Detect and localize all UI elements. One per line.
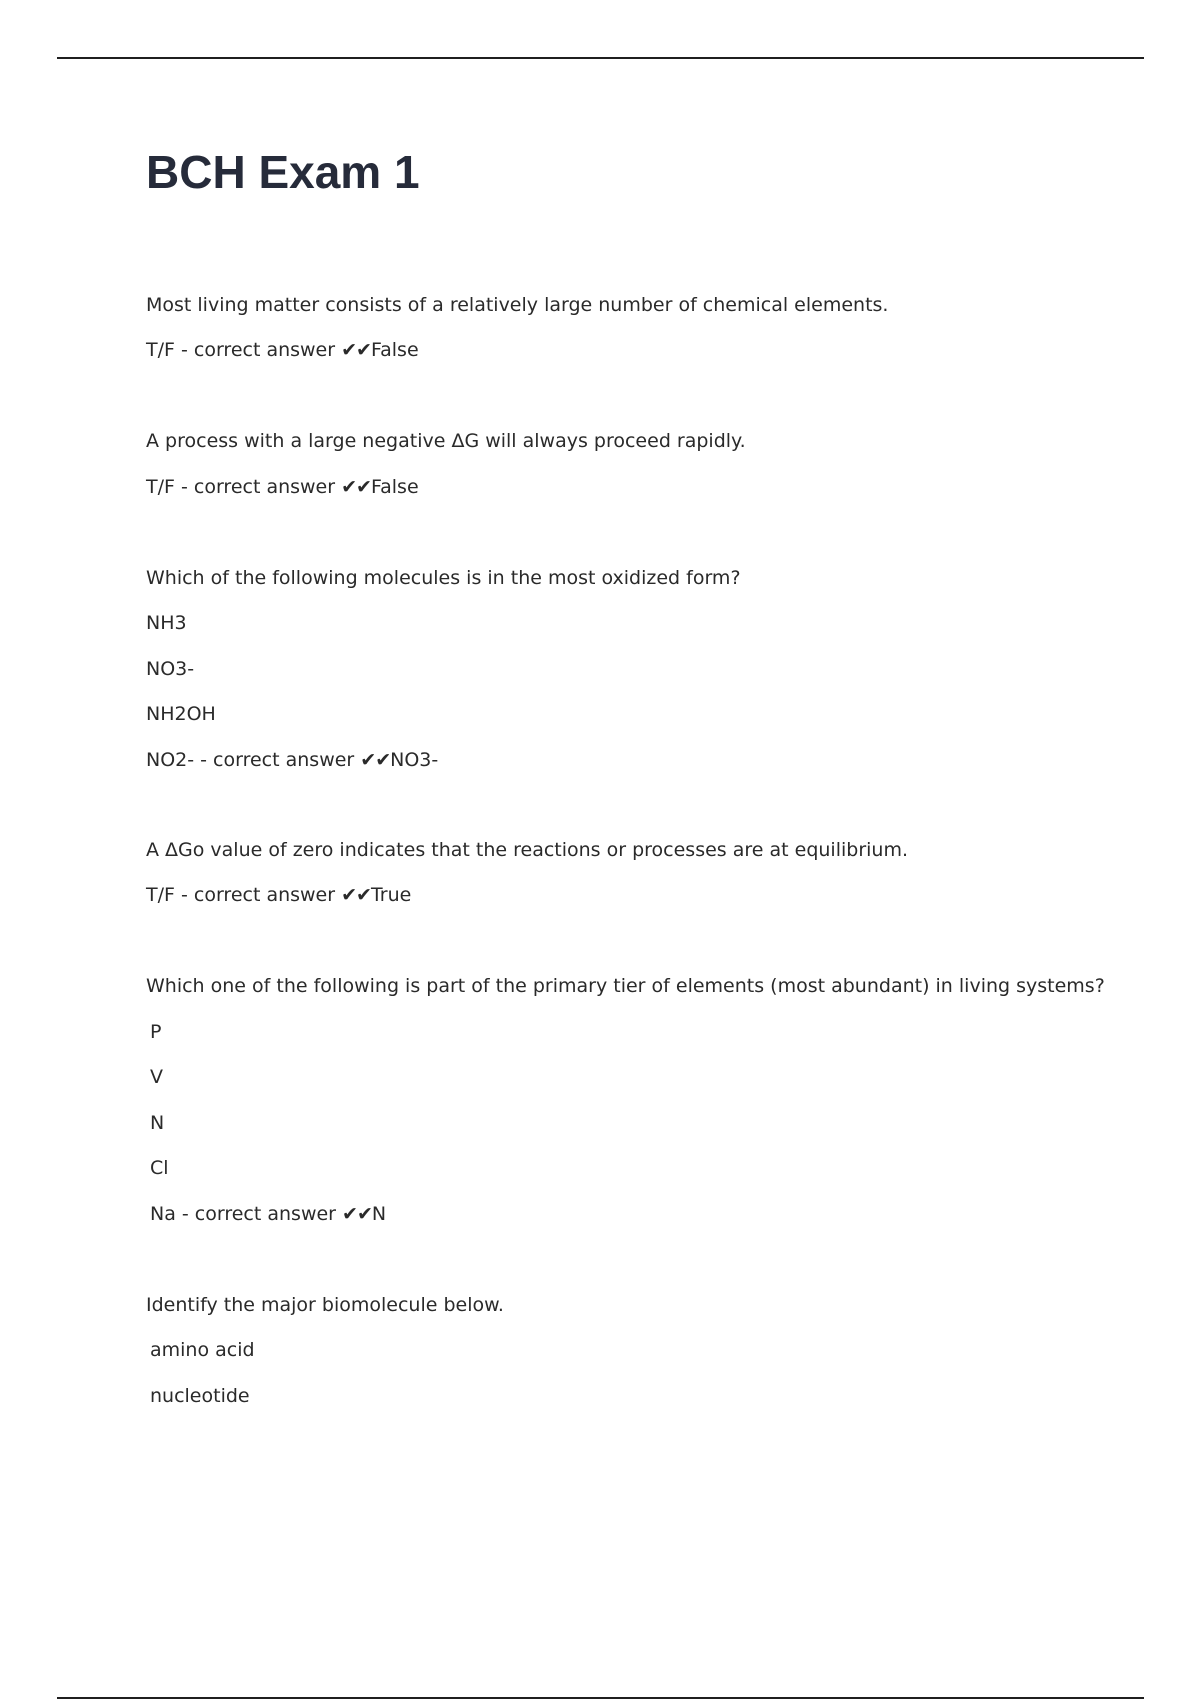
answer-value: False bbox=[370, 476, 419, 498]
answer-value: NO3- bbox=[390, 749, 439, 771]
question-6-option: amino acid bbox=[150, 1339, 255, 1361]
question-6-prompt: Identify the major biomolecule below. bbox=[146, 1294, 504, 1316]
answer-lead: T/F - correct answer bbox=[146, 339, 342, 361]
question-2-answer bbox=[146, 474, 419, 500]
answer-lead: NO2- - correct answer bbox=[146, 749, 361, 771]
bottom-rule bbox=[57, 1697, 1144, 1699]
question-5-option: V bbox=[150, 1066, 163, 1088]
question-2-prompt: A process with a large negative ΔG will always proceed rapidly. bbox=[146, 430, 746, 452]
check-marks-icon: ✔✔ bbox=[342, 1203, 372, 1225]
top-rule bbox=[57, 57, 1144, 59]
question-3-option: NO3- bbox=[146, 658, 195, 680]
check-marks-icon: ✔✔ bbox=[360, 749, 391, 771]
question-5-option: Cl bbox=[150, 1157, 169, 1179]
question-4-answer bbox=[146, 882, 411, 908]
question-3-answer bbox=[146, 747, 438, 773]
question-4-prompt: A ΔGo value of zero indicates that the reactions or processes are at equilibrium. bbox=[146, 839, 908, 861]
question-3-option: NH3 bbox=[146, 612, 187, 634]
answer-lead: Na - correct answer bbox=[150, 1203, 343, 1225]
answer-value: True bbox=[370, 884, 412, 906]
question-5-prompt: Which one of the following is part of the primary tier of elements (most abundant) in living systems? bbox=[146, 975, 1105, 997]
question-5-option: P bbox=[150, 1021, 162, 1043]
question-6-option: nucleotide bbox=[150, 1385, 250, 1407]
question-5-option: N bbox=[150, 1112, 165, 1134]
answer-value: False bbox=[370, 339, 419, 361]
question-3-prompt: Which of the following molecules is in the most oxidized form? bbox=[146, 567, 741, 589]
answer-value: N bbox=[371, 1203, 387, 1225]
question-1-prompt: Most living matter consists of a relatively large number of chemical elements. bbox=[146, 294, 889, 316]
document-title: BCH Exam 1 bbox=[146, 146, 420, 198]
question-3-option: NH2OH bbox=[146, 703, 216, 725]
answer-lead: T/F - correct answer bbox=[146, 476, 342, 498]
question-1-answer bbox=[146, 337, 419, 363]
answer-lead: T/F - correct answer bbox=[146, 884, 342, 906]
check-marks-icon: ✔✔ bbox=[341, 476, 371, 498]
check-marks-icon: ✔✔ bbox=[341, 339, 371, 361]
check-marks-icon: ✔✔ bbox=[341, 884, 371, 906]
question-5-answer bbox=[150, 1201, 386, 1227]
